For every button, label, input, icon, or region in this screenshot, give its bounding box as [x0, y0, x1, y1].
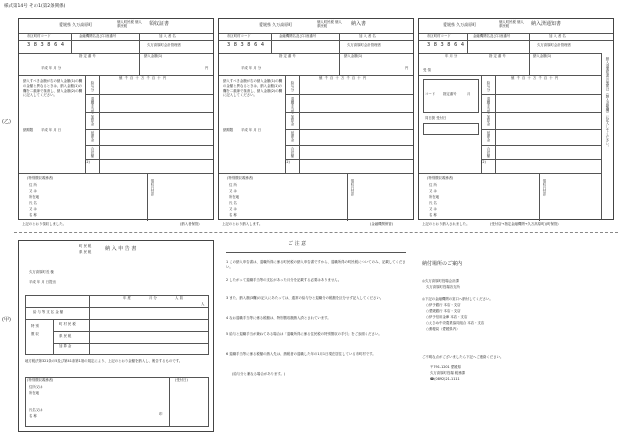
footer-right-3: (受付店→指定金融機関→久万高原町)(町保管) [490, 222, 559, 226]
payer-title: (特別徴収義務者) [27, 378, 54, 382]
payer-field-3: 氏 名 [29, 201, 37, 205]
payer-field-2: 所在地 [29, 195, 40, 199]
payer-box-title: (特別徴収義務者) [27, 176, 54, 180]
instructions: 納入すべき金額が右の納入金額(1)の欄の金額と異なるときは、納入金額(1)の欄を二重線で抹消し、納入金額(2)の欄に記入してください。 [23, 79, 83, 98]
panel-heading-left: 愛媛県 久万高原町 [259, 22, 293, 27]
payer-field-2: 所在地 [429, 195, 440, 199]
notify-label: 同日扱 受付日 [425, 116, 447, 120]
table-row-2: 町 村 民 税 [59, 322, 76, 326]
form-title: 様式第14号 その1(第2条関係) [4, 4, 66, 9]
table-header-1: 月 分 [149, 296, 157, 300]
mm-label: 月 [467, 92, 471, 96]
notice-paragraph-0: 1 この納入申告書は、退職所得に係る町民税の納入申告書ですから、退職所得の町民税についてのみ、記載してください。 [226, 260, 406, 270]
period-label: 平成 年 月 分 [241, 66, 262, 70]
bank-2: ○伊予信用金庫 本店・支店 [426, 315, 468, 319]
contact-line-0: 〒791-1201 愛媛県 [430, 365, 461, 369]
period-label: 年 月 分 [445, 54, 458, 58]
account-label: 金融機関名及び口座番号 [473, 34, 511, 38]
top-panel-receipt [18, 18, 214, 220]
amount-label: 納入金額(1) [344, 54, 363, 58]
payer-field-5: 名 称 [29, 213, 37, 217]
due-value: 平成 年 月 日 [241, 128, 262, 132]
table-row-4: 加 算 金 [59, 344, 72, 348]
units-header: 億 千 百 十 万 千 百 十 円 [511, 76, 559, 80]
row-label-3: 延滞金 [89, 131, 94, 142]
taxpayer-label: 加 入 者 名 [159, 34, 176, 38]
code-value: 3 8 3 8 6 4 [227, 42, 266, 48]
row-label-4: 合計額 [89, 147, 94, 158]
stamp-label: 領収日付印 [541, 179, 546, 196]
units-header: 億 千 百 十 万 千 百 十 円 [119, 76, 167, 80]
units-header: 億 千 百 十 万 千 百 十 円 [319, 76, 367, 80]
taxpayer-value: 久万高原町会計管理者 [347, 43, 381, 47]
row-group-0: 特 別 [31, 324, 39, 328]
yen-label: 円 [405, 66, 409, 70]
row-label-2: 加算金 [89, 115, 94, 126]
table-header-2: 人 員 [175, 296, 183, 300]
payer-box-title: (特別徴収義務者) [427, 176, 454, 180]
instructions: 納入すべき金額が右の納入金額(1)の欄の金額と異なるときは、納入金額(1)の欄を二重線で抹消し、納入金額(2)の欄に記入してください。 [223, 79, 283, 98]
code-value: 3 8 3 8 6 4 [427, 42, 466, 48]
payer-field-0: 住所又は [29, 385, 43, 389]
heading-small2: 県 民 税 [79, 250, 92, 254]
row-label-4: 合計額 [289, 147, 294, 158]
cut-line [14, 232, 618, 233]
row-label-3: 延滞金 [485, 131, 490, 142]
payer-field-0: 住 所 [229, 183, 237, 187]
table-header-0: 年 度 [123, 296, 131, 300]
notice-paragraph-6: (給与分と兼なる場合があります。) [232, 372, 286, 376]
designation-small: 指定番号 [443, 92, 457, 96]
vertical-note: 納入済通知書の裏面は（納入金額欄）に記入してください。 [604, 57, 609, 149]
amount2-label: (2) [85, 160, 90, 164]
payment-bullet-1: 久万高原町役場各支所 [426, 285, 460, 289]
payer-field-5: 名 称 [229, 213, 237, 217]
received-label: (受付日) [175, 378, 188, 382]
code-small: コード [425, 92, 436, 96]
row-label-2: 加算金 [289, 115, 294, 126]
notice-paragraph-2: 3 また、納入額(3欄)の記入にあたっては、通常の給与分と退職分の税額を区分せず記入してください。 [226, 296, 384, 300]
panel-heading-mid: 個人町民税 個人県民税 [117, 20, 142, 28]
taxpayer-value: 久万高原町会計管理者 [537, 43, 571, 47]
payer-field-3: 氏 名 [229, 201, 237, 205]
designation-label: 指 定 番 号 [79, 54, 96, 58]
payer-field-0: 住 所 [429, 183, 437, 187]
footer-right-2: (金融機関保管) [370, 222, 393, 226]
bank-3: ○えひめ中央農業協同組合 本店・支店 [426, 321, 485, 325]
payer-field-3: 氏 名 [429, 201, 437, 205]
receipt-label: 受 領 [423, 68, 431, 72]
row-group-1: 徴 収 [31, 332, 39, 336]
panel-heading-right: 納入済通知書 [531, 21, 562, 27]
submit-date: 平成 年 月 日提出 [29, 280, 56, 284]
period-label: 平成 年 月 分 [41, 66, 62, 70]
payer-field-1: 又 は [29, 189, 37, 193]
code-value: 3 8 3 8 6 4 [27, 42, 66, 48]
code-label: 市区町村コード [27, 34, 51, 38]
due-label: 納期限 [223, 128, 234, 132]
to-label: 久万高原町長 様 [29, 270, 54, 274]
seal-mark: 印 [159, 412, 163, 416]
declaration-note: 地方税法第321条の5及び第41条第1項の規定により、上記のとおり金額を納入し、報告するものです。 [25, 359, 183, 363]
row-label-1: 退職手当等 [485, 97, 490, 114]
notice-panel [222, 240, 412, 432]
row-label-0: 給与分 [289, 81, 294, 92]
top-panel-payment [218, 18, 414, 220]
panel-heading-left: 愛媛県 久万高原町 [59, 22, 93, 27]
row-label-2: 加算金 [485, 115, 490, 126]
notice-paragraph-4: 5 給与と退職手当が兼ねてある場合は「退職所得に係る住民税の特別徴収の手引」をご参照ください。 [226, 332, 382, 336]
bank-4: ○郵便局（愛媛県内） [426, 327, 460, 331]
table-row-0: 給 与 等 支 払 金 額 [33, 310, 64, 314]
row-label-1: 退職手当等 [289, 97, 294, 114]
payer-field-4: 又 は [229, 207, 237, 211]
payer-field-5: 名 称 [429, 213, 437, 217]
row-label-3: 延滞金 [289, 131, 294, 142]
payer-field-4: 又 は [29, 207, 37, 211]
row-label-0: 給与分 [485, 81, 490, 92]
footer-left-2: 上記のとおり納入します。 [222, 222, 263, 226]
declaration-form [18, 240, 214, 432]
payer-field-1: 又 は [229, 189, 237, 193]
code-label: 市区町村コード [227, 34, 251, 38]
payer-field-2: 所在地 [229, 195, 240, 199]
account-label: 金融機関名及び口座番号 [279, 34, 317, 38]
payment-places-title: 納付場所のご案内 [422, 261, 463, 267]
contact-intro: ご不明な点がございましたら下記へご連絡ください。 [422, 355, 504, 359]
notice-paragraph-5: 6 退職手当等に係る税額の納入先は、納税者の退職した年の1月1日現在居住している市町村です。 [226, 352, 376, 356]
panel-heading-mid: 個人町民税 個人県民税 [317, 20, 342, 28]
name-field-1: 名 称 [29, 414, 37, 418]
panel-heading-mid: 個人町民税 個人県民税 [499, 20, 524, 28]
designation-label: 指 定 番 号 [279, 54, 296, 58]
due-value: 平成 年 月 日 [41, 128, 62, 132]
panel-heading-left: 愛媛県 久万高原町 [443, 22, 477, 27]
contact-line-1: 久万高原町役場 税務課 [430, 371, 465, 375]
designation-label: 指 定 番 号 [489, 54, 506, 58]
table-row-3: 県 民 税 [59, 334, 72, 338]
footer-left-1: 上記のとおり領収しました。 [22, 222, 67, 226]
footer-right-1: (納入者保管) [180, 222, 200, 226]
row-label-0: 給与分 [89, 81, 94, 92]
due-label: 納期限 [23, 128, 34, 132]
panel-heading-right: 納入書 [351, 21, 367, 27]
notice-paragraph-1: 2 したがって退職手当等の支払があった月分を記載する必要はありません。 [226, 278, 342, 282]
payer-field-1: 所在地 [29, 391, 40, 395]
heading-small1: 町 民 税 [79, 244, 92, 248]
notice-paragraph-3: 4 なお退職手当等に係る税額は、特別徴収額納入済とされています。 [226, 316, 331, 320]
amount2-label: (2) [285, 160, 290, 164]
notice-title: ご 注 意 [288, 241, 307, 247]
bank-intro: ◎下記の金融機関の窓口へ納付してください。 [422, 297, 493, 301]
row-label-1: 退職手当等 [89, 97, 94, 114]
taxpayer-label: 加 入 者 名 [549, 34, 566, 38]
declaration-title: 納 入 申 告 書 [105, 246, 137, 252]
amount-label: 納入金額(1) [144, 54, 163, 58]
payer-field-0: 住 所 [29, 183, 37, 187]
account-label: 金融機関名及び口座番号 [79, 34, 117, 38]
table-header-3: 人 [201, 302, 205, 306]
contact-line-2: ☎(0892)21-1111 [430, 377, 460, 381]
payer-field-4: 又 は [429, 207, 437, 211]
footer-left-3: 上記のとおり納入されました。 [422, 222, 470, 226]
payment-bullet-0: ◎久万高原町役場会計課 [422, 279, 459, 283]
side-label-top: (乙) [2, 119, 11, 125]
name-field-0: 氏名又は [29, 408, 43, 412]
bank-1: ○愛媛銀行 本店・支店 [426, 309, 461, 313]
bank-0: ○伊予銀行 本店・支店 [426, 303, 461, 307]
side-label-bottom: (甲) [2, 317, 11, 323]
taxpayer-value: 久万高原町会計管理者 [147, 43, 181, 47]
payer-field-1: 又 は [429, 189, 437, 193]
yen-label: 円 [205, 66, 209, 70]
panel-heading-right: 領収証書 [149, 21, 170, 27]
amount-label: 納入金額(1) [533, 54, 552, 58]
top-panel-notice [418, 18, 614, 220]
amount2-label: (2) [481, 160, 486, 164]
row-label-4: 合計額 [485, 147, 490, 158]
stamp-label: 領収日付印 [349, 179, 354, 196]
taxpayer-label: 加 入 者 名 [359, 34, 376, 38]
payment-places-panel [418, 240, 614, 432]
code-label: 市区町村コード [427, 34, 451, 38]
stamp-label: 領収日付印 [149, 179, 154, 196]
payer-box-title: (特別徴収義務者) [227, 176, 254, 180]
